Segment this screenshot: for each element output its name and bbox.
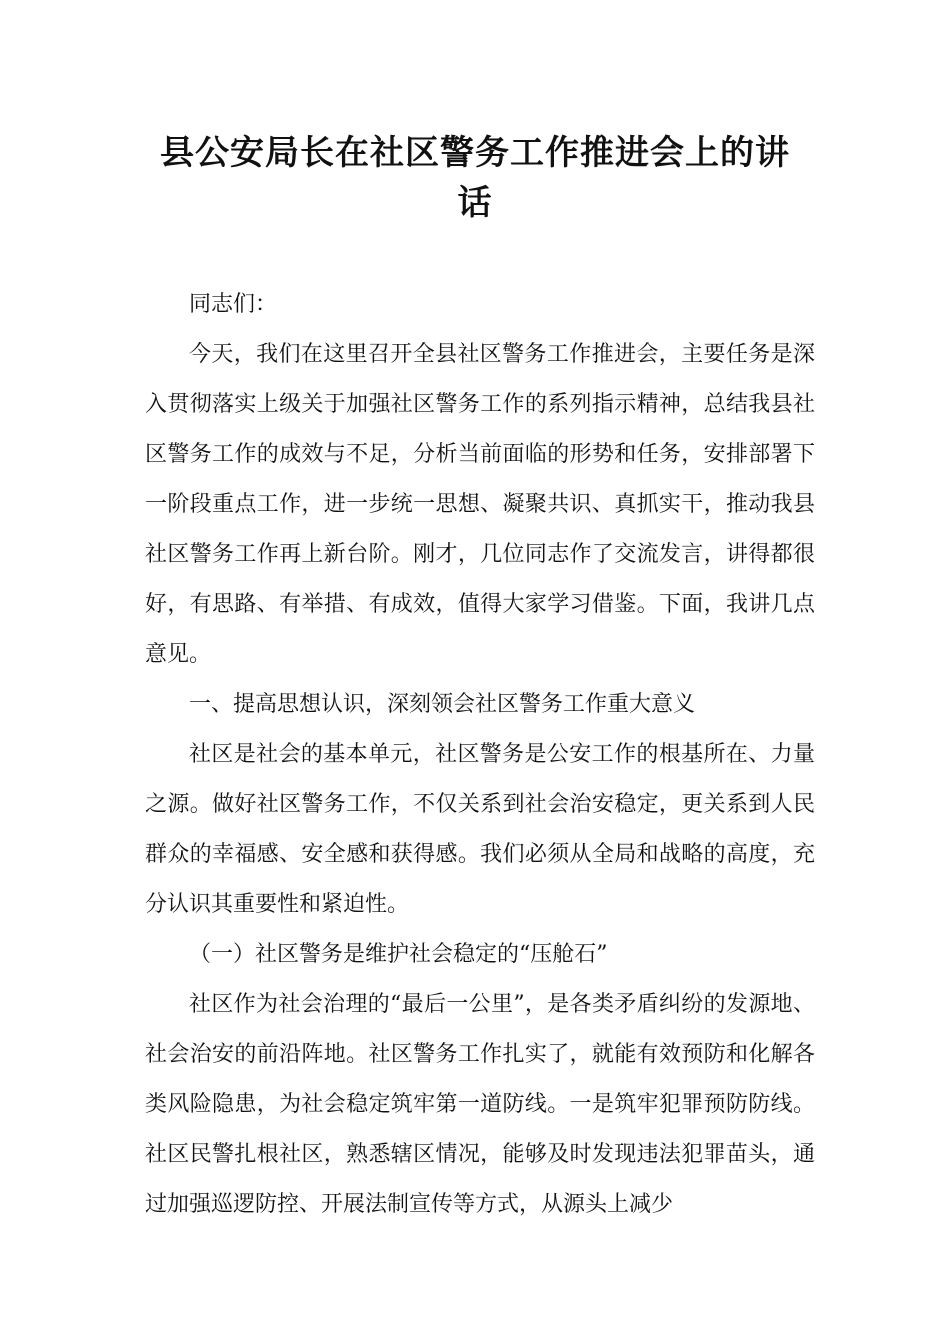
document-title: [140, 128, 810, 228]
paragraph-stability: 社区作为社会治理的“最后一公里”，是各类矛盾纠纷的发源地、社会治安的前沿阵地。社区警务工作扎实了，就能有效预防和化解各类风险隐患，为社会稳定筑牢第一道防线。一是筑牢犯罪预防防线。社区民警扎根社区，熟悉辖区情况，能够及时发现违法犯罪苗头，通过加强巡逻防控、开展法制宣传等方式，从源头上减少: [145, 992, 815, 1217]
title-line-1: 县公安局长在社区警务工作推进会上的讲: [160, 133, 790, 173]
paragraph-intro: 今天，我们在这里召开全县社区警务工作推进会，主要任务是深入贯彻落实上级关于加强社区警务工作的系列指示精神，总结我县社区警务工作的成效与不足，分析当前面临的形势和任务，安排部署下一阶段重点工作，进一步统一思想、凝聚共识、真抓实干，推动我县社区警务工作再上新台阶。刚才，几位同志作了交流发言，讲得都很好，有思路、有举措、有成效，值得大家学习借鉴。下面，我讲几点意见。: [145, 342, 815, 667]
document-body: [145, 280, 815, 1230]
salutation: 同志们：: [189, 292, 278, 317]
paragraph-significance: 社区是社会的基本单元，社区警务是公安工作的根基所在、力量之源。做好社区警务工作，不仅关系到社会治安稳定，更关系到人民群众的幸福感、安全感和获得感。我们必须从全局和战略的高度，充分认识其重要性和紧迫性。: [145, 742, 815, 917]
subsection-heading-1: （一）社区警务是维护社会稳定的“压舱石”: [189, 942, 608, 967]
title-line-2: 话: [457, 183, 493, 223]
section-heading-1: 一、提高思想认识，深刻领会社区警务工作重大意义: [189, 692, 696, 717]
